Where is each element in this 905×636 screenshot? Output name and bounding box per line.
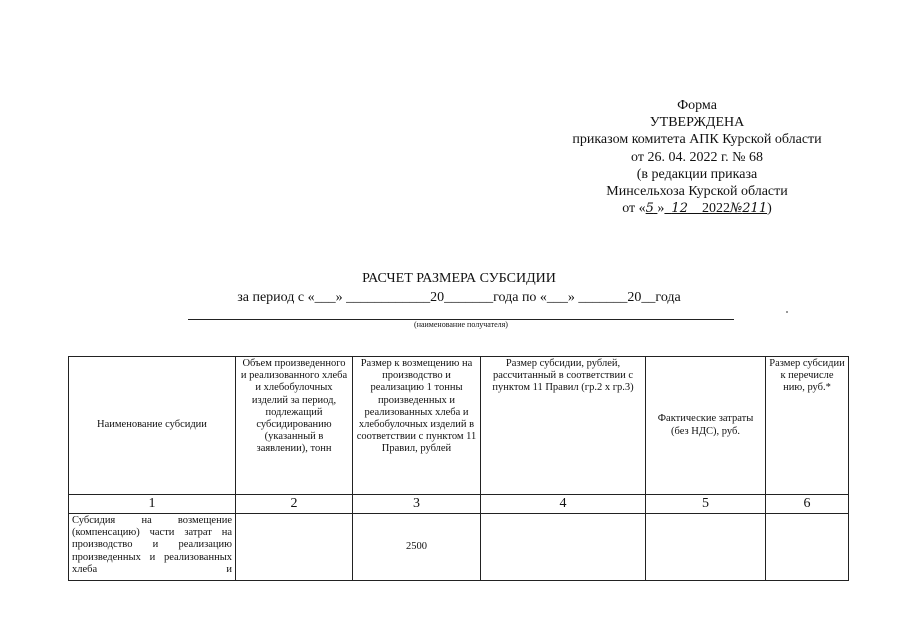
column-number: 3: [353, 495, 481, 514]
column-number: 2: [236, 495, 353, 514]
header-amount: Размер субсидии, рублей, рассчитанный в соответствии с пунктом 11 Правил (гр.2 х гр.3): [481, 357, 646, 495]
document-title: РАСЧЕТ РАЗМЕРА СУБСИДИИ: [362, 271, 556, 286]
rate-cell: 2500: [353, 514, 481, 581]
header-actual-costs: Фактические затраты (без НДС), руб.: [646, 357, 766, 495]
approval-header: [547, 97, 847, 217]
table-header-row: [69, 357, 849, 495]
header-rate: Размер к возмещению на производство и реализацию 1 тонны произведенных и реализованных хлеба и хлебобулочных изделий в соответствии с пунктом 11 Правил, рублей: [353, 357, 481, 495]
date-prefix: от «: [622, 201, 646, 217]
transfer-amount-cell: [766, 514, 849, 581]
date-mid: »: [657, 201, 665, 217]
subsidy-table: [68, 356, 849, 581]
column-number: 4: [481, 495, 646, 514]
date-suffix: ): [767, 201, 772, 217]
column-number: 1: [69, 495, 236, 514]
revision-line: (в редакции приказа: [636, 166, 758, 182]
actual-costs-cell: [646, 514, 766, 581]
table-row: [69, 514, 849, 581]
period-line: за период с «___» ____________20_______года по «___» _______20__года: [237, 290, 681, 305]
date-number-sign: №: [729, 201, 743, 217]
column-number: 6: [766, 495, 849, 514]
header-subsidy-name: Наименование субсидии: [69, 357, 236, 495]
date-number: 211: [742, 201, 768, 217]
approved-label: УТВЕРЖДЕНА: [649, 115, 745, 131]
subsidy-name-cell: Субсидия на возмещение (компенсацию) части затрат на производство и реализацию произведенных и реализованных хлеба и: [69, 514, 236, 581]
column-number: 5: [646, 495, 766, 514]
order-line: приказом комитета АПК Курской области: [572, 132, 822, 148]
date-year: 2022: [701, 201, 730, 217]
form-label: Форма: [677, 98, 717, 113]
scan-dot: [786, 311, 788, 313]
column-number-row: [69, 495, 849, 514]
volume-cell: [236, 514, 353, 581]
header-transfer-amount: Размер субсидии к перечисле нию, руб.*: [766, 357, 849, 495]
header-volume: Объем произведенного и реализованного хлеба и хлебобулочных изделий за период, подлежащий субсидированию (указанный в заявлении), тонн: [236, 357, 353, 495]
order-date-line: от 26. 04. 2022 г. № 68: [631, 149, 763, 165]
recipient-caption: (наименование получателя): [414, 320, 508, 329]
date-day: 5: [645, 201, 654, 217]
revision-date-line: [547, 200, 847, 217]
amount-cell: [481, 514, 646, 581]
date-month: 12: [671, 201, 688, 217]
ministry-line: Минсельхоза Курской области: [606, 184, 788, 200]
